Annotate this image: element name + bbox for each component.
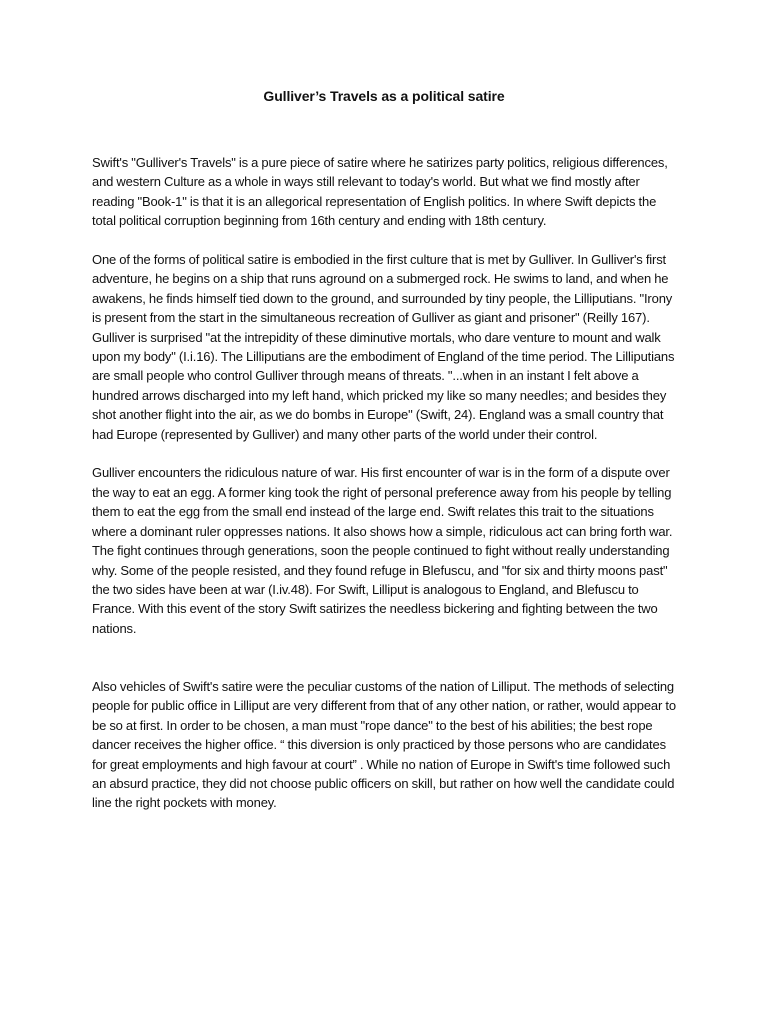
paragraph-introduction: Swift's "Gulliver's Travels" is a pure piece of satire where he satirizes party politics, religious differences, and western Culture as a whole in ways still relevant to today's world. But what we find mostly after reading "Book-1" is that it is an allegorical representation of English politics. In where Swift depicts the total political corruption beginning from 16th century and ending with 18th century. [92,155,668,229]
paragraph-customs: Also vehicles of Swift's satire were the peculiar customs of the nation of Lilliput. The methods of selecting people for public office in Lilliput are very different from that of any other nation, or rather, would appear to be so at first. In order to be chosen, a man must "rope dance" to the best of his abilities; the best rope dancer receives the higher office. “ this diversion is only practiced by those persons who are candidates for great employments and high favour at court” . While no nation of Europe in Swift's time followed such an absurd practice, they did not choose public officers on skill, but rather on how well the candidate could line the right pockets with money. [92,678,676,811]
document-title: Gulliver’s Travels as a political satire [263,88,505,104]
document-body [92,153,682,813]
paragraph-war: Gulliver encounters the ridiculous nature of war. His first encounter of war is in the form of a dispute over the way to eat an egg. A former king took the right of personal preference away from his people by telling them to eat the egg from the small end instead of the large end. Swift relates this trait to the situations where a dominant ruler oppresses nations. It also shows how a simple, ridiculous act can bring forth war. The fight continues through generations, soon the people continued to fight without really understanding why. Some of the people resisted, and they found refuge in Blefuscu, and "for six and thirty moons past" the two sides have been at war (I.iv.48). For Swift, Lilliput is analogous to England, and Blefuscu to France. With this event of the story Swift satirizes the needless bickering and fighting between the two nations. [92,465,673,636]
paragraph-lilliputians: One of the forms of political satire is embodied in the first culture that is met by Gulliver. In Gulliver's first adventure, he begins on a ship that runs aground on a submerged rock. He swims to land, and when he awakens, he finds himself tied down to the ground, and surrounded by tiny people, the Lilliputians. "Irony is present from the start in the simultaneous recreation of Gulliver as giant and prisoner" (Reilly 167). Gulliver is surprised "at the intrepidity of these diminutive mortals, who dare venture to mount and walk upon my body" (I.i.16). The Lilliputians are the embodiment of England of the time period. The Lilliputians are small people who control Gulliver through means of threats. "...when in an instant I felt above a hundred arrows discharged into my left hand, which pricked my like so many needles; and besides they shot another flight into the air, as we do bombs in Europe" (Swift, 24). England was a small country that had Europe (represented by Gulliver) and many other parts of the world under their control. [92,252,675,442]
